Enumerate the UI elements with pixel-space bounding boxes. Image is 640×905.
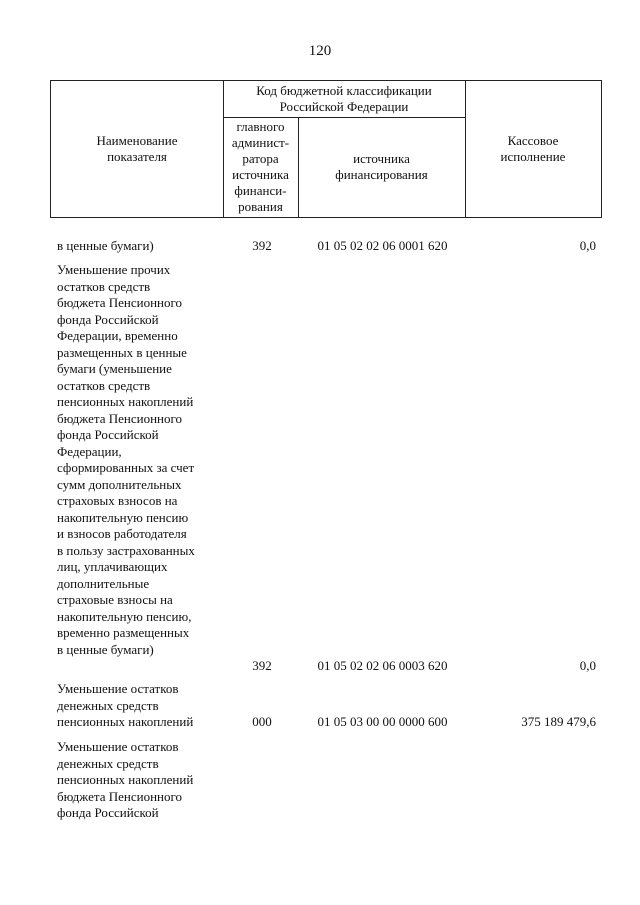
row-name-line: Уменьшение прочих: [57, 262, 171, 277]
row-name-line: фонда Российской: [57, 427, 159, 442]
row-name-line: в пользу застрахованных: [57, 542, 195, 558]
row-name-line: Уменьшение остатков: [57, 739, 179, 754]
row-name-line: денежных средств: [57, 755, 159, 771]
row-name-line: бюджета Пенсионного: [57, 295, 182, 310]
header-label: источника: [232, 167, 289, 182]
header-code-group: [223, 81, 465, 117]
row-name-line: страховых взносов на: [57, 493, 178, 508]
row-name-line: накопительную пенсию,: [57, 608, 192, 624]
header-label: админист-: [231, 135, 290, 150]
row-name-line: Уменьшение остатков: [57, 681, 179, 696]
header-label: показателя: [107, 149, 167, 164]
header-label: источника: [353, 150, 410, 166]
row-name-line: пенсионных накоплений: [57, 714, 194, 729]
row-name-line: страховые взносы на: [57, 592, 173, 607]
table-row-name: [57, 238, 227, 255]
row-name-line: денежных средств: [57, 697, 159, 713]
row-exec-value: 375 189 479,6: [521, 714, 596, 729]
row-name-line: размещенных в ценные: [57, 344, 187, 360]
row-source-code: 01 05 02 02 06 0003 620: [317, 658, 448, 673]
row-name-line: Федерации,: [57, 443, 122, 459]
row-name-line: сумм дополнительных: [57, 476, 182, 492]
row-name-line: бюджета Пенсионного: [57, 410, 182, 426]
header-label: главного: [236, 119, 285, 134]
row-name-line: остатков средств: [57, 377, 151, 393]
row-admin-code: 392: [252, 238, 272, 253]
header-label: Наименование: [96, 132, 178, 148]
row-name-line: и взносов работодателя: [57, 526, 187, 541]
row-name-line: временно размещенных: [57, 625, 190, 640]
row-name-line: бюджета Пенсионного: [57, 788, 182, 804]
header-label: Кассовое: [507, 132, 559, 148]
row-admin-code: 392: [252, 658, 272, 673]
row-name-line: Федерации, временно: [57, 328, 178, 343]
row-name-line: пенсионных накоплений: [57, 772, 194, 787]
header-source-column: [298, 117, 465, 217]
row-name-line: накопительную пенсию: [57, 509, 189, 525]
header-label: финансирования: [335, 167, 428, 182]
header-label: рования: [238, 199, 283, 214]
row-name-line: сформированных за счет: [57, 460, 195, 475]
row-admin-code: 000: [252, 714, 272, 729]
table-header: [50, 80, 602, 218]
header-name-column: [51, 81, 223, 217]
row-name-line: в ценные бумаги): [57, 641, 154, 657]
header-admin-column: [223, 117, 298, 217]
row-name-line: остатков средств: [57, 278, 151, 294]
row-name-line: в ценные бумаги): [57, 238, 154, 253]
row-name-line: пенсионных накоплений: [57, 394, 194, 409]
row-name-line: фонда Российской: [57, 805, 159, 820]
header-label: исполнение: [500, 149, 566, 164]
header-label: финанси-: [234, 183, 287, 198]
page-number: 120: [308, 43, 332, 59]
table-row-name: [57, 262, 227, 658]
table-row-name: [57, 681, 227, 731]
row-exec-value: 0,0: [579, 658, 596, 673]
row-name-line: лиц, уплачивающих: [57, 559, 168, 574]
row-source-code: 01 05 02 02 06 0001 620: [317, 238, 448, 253]
header-label: ратора: [242, 151, 279, 166]
row-name-line: бумаги (уменьшение: [57, 361, 172, 376]
header-label: Код бюджетной классификации: [256, 82, 432, 98]
header-label: Российской Федерации: [279, 99, 409, 114]
row-name-line: фонда Российской: [57, 311, 159, 327]
row-exec-value: 0,0: [579, 238, 596, 253]
header-exec-column: [465, 81, 601, 217]
row-name-line: дополнительные: [57, 575, 150, 591]
table-row-name: [57, 739, 227, 822]
row-source-code: 01 05 03 00 00 0000 600: [317, 714, 448, 729]
